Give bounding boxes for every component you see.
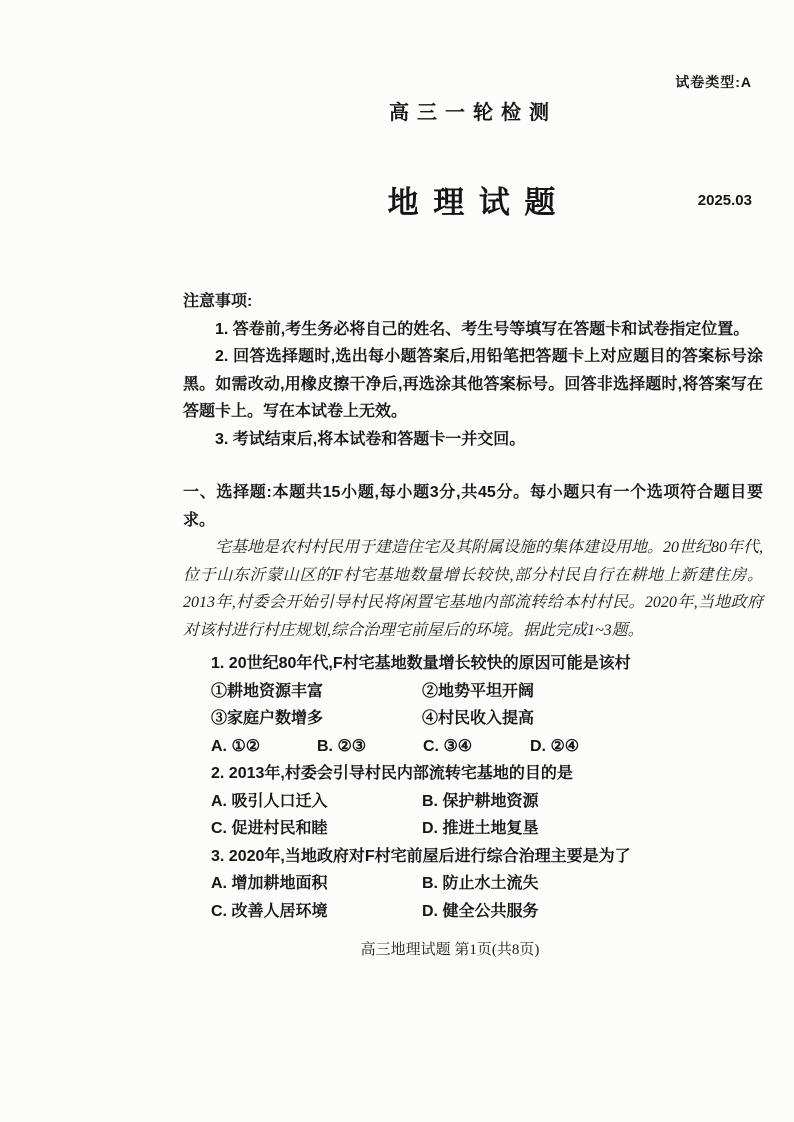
notice-item: 1. 答卷前,考生务必将自己的姓名、考生号等填写在答题卡和试卷指定位置。	[215, 320, 750, 338]
exam-round-subtitle: 高三一轮检测	[389, 102, 557, 124]
question-stem: 1. 20世纪80年代,F村宅基地数量增长较快的原因可能是该村	[211, 655, 631, 672]
question-choice: B. ②③	[317, 737, 367, 755]
reading-passage: 宅基地是农村村民用于建造住宅及其附属设施的集体建设用地。20世纪80年代,位于山东沂蒙山区的F村宅基地数量增长较快,部分村民自行在耕地上新建住房。2013年,村委会开始引导村民将闲置宅基地内部流转给本村村民。2020年,当地政府对该村进行村庄规划,综合治理宅前屋后的环境。据此完成1~3题。	[183, 539, 764, 639]
exam-date: 2025.03	[697, 192, 752, 209]
question-subitem: ③家庭户数增多	[211, 710, 324, 727]
paper-title: 地 理 试 题	[387, 185, 559, 220]
question-subitem: ①耕地资源丰富	[211, 682, 324, 700]
question-subitems-row	[211, 705, 763, 733]
question-subitem: ④村民收入提高	[422, 710, 535, 727]
page-footer: 高三地理试题 第1页(共8页)	[360, 942, 540, 958]
paper-body	[183, 288, 763, 925]
question-choice: A. ①②	[211, 737, 261, 755]
question-3	[211, 843, 763, 926]
question-choices-row	[211, 898, 763, 926]
question-stem: 2. 2013年,村委会引导村民内部流转宅基地的目的是	[211, 765, 573, 782]
question-choice: A. 吸引人口迁入	[211, 792, 328, 810]
question-choices-row	[211, 815, 763, 843]
notice-item: 2. 回答选择题时,选出每小题答案后,用铅笔把答题卡上对应题目的答案标号涂黑。如需改动,用橡皮擦干净后,再选涂其他答案标号。回答非选择题时,将答案写在答题卡上。写在本试卷上无效。	[183, 348, 763, 420]
question-choice: C. 改善人居环境	[211, 902, 328, 920]
question-choices-row	[211, 870, 763, 898]
question-1	[211, 650, 763, 760]
question-choice: A. 增加耕地面积	[211, 875, 328, 892]
question-choice: D. 推进土地复垦	[422, 820, 539, 837]
question-choice: D. 健全公共服务	[422, 902, 539, 920]
notice-heading: 注意事项:	[183, 293, 253, 310]
paper-type-label: 试卷类型:A	[675, 74, 752, 90]
question-list	[183, 650, 763, 925]
question-choice: B. 保护耕地资源	[422, 792, 539, 810]
question-choice: C. ③④	[423, 737, 473, 755]
question-choice: D. ②④	[530, 737, 580, 755]
question-choice: B. 防止水土流失	[422, 875, 539, 892]
multiple-choice-section	[183, 479, 763, 925]
question-choice: C. 促进村民和睦	[211, 820, 328, 837]
question-choices-row	[211, 733, 763, 761]
notice-item: 3. 考试结束后,将本试卷和答题卡一并交回。	[215, 430, 526, 448]
question-subitems-row	[211, 678, 763, 706]
question-choices-row	[211, 788, 763, 816]
question-2	[211, 760, 763, 843]
question-subitem: ②地势平坦开阔	[422, 682, 535, 700]
question-stem: 3. 2020年,当地政府对F村宅前屋后进行综合治理主要是为了	[211, 847, 631, 865]
section-heading: 一、选择题:本题共15小题,每小题3分,共45分。每小题只有一个选项符合题目要求。	[183, 484, 763, 529]
